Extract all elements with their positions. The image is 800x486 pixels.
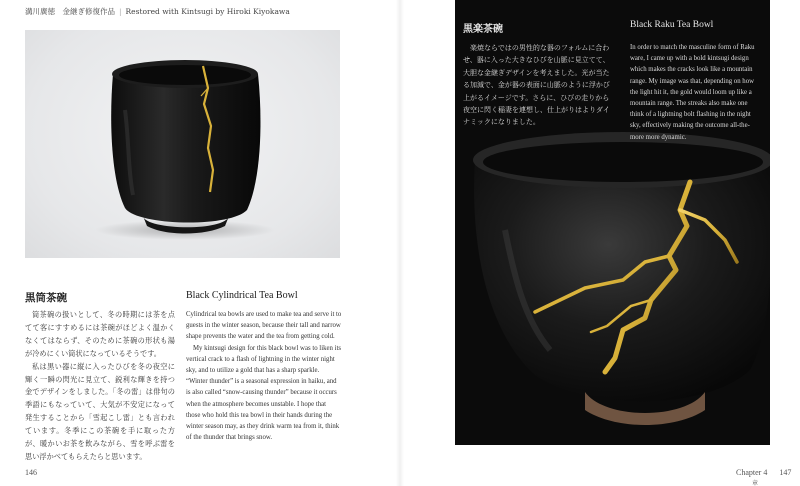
page-folio-right — [736, 468, 792, 486]
running-head-en: Restored with Kintsugi by Hiroki Kiyokawa — [125, 7, 290, 16]
body-paragraph-en-2: My kintsugi design for this black bowl was to liken its vertical crack to a flash of lightning in the winter night sky, and to utilize a gold that has a sharp sparkle. “Winter thunder” is a seasonal expression in haiku, and is also called “snow-causing thunder” because it occurs when the atmosphere becomes unstable. I hope that those who hold this tea bowl in their hands during the winter season may, as they drink warm tea from it, think of the thunder that brings snow. — [186, 344, 342, 442]
body-text-en-right — [630, 42, 760, 143]
running-head-separator: | — [119, 7, 122, 16]
body-paragraph-jp-1: 筒茶碗の扱いとして、冬の時期には茶を点てて客にすすめるには茶碗がほどよく温かくなくてはならず、そのために茶碗の形状も湯が冷めにくい筒状になっているそうです。 — [25, 310, 175, 358]
cylindrical-bowl-illustration — [25, 30, 340, 258]
body-paragraph-en-right: In order to match the masculine form of Raku ware, I came up with a bold kintsugi design which makes the cracks look like a mountain range. My image was that, depending on how the light hit it, the gold would loom up like a mountain range. The streaks also make one think of a lightning bolt flashing in the night sky, effectively making the outcome all-the-more more dynamic. — [630, 44, 755, 141]
body-paragraph-jp-2: 私は黒い器に縦に入ったひびを冬の夜空に輝く一瞬の閃光に見立て、鋭利な輝きを持つ金でデザインをしました。「冬の雷」は俳句の季語にもなっていて、大気が不安定になって発生することから「雪起こし雷」とも言われています。冬季にこの茶碗を手に取った方が、暖かいお茶を飲みながら、雪を呼ぶ雷を思い浮かべてもらえたらと思います。 — [25, 361, 175, 461]
page-number-left: 146 — [25, 468, 37, 477]
photo-black-cylindrical-bowl — [25, 30, 340, 258]
section-title-en-right: Black Raku Tea Bowl — [630, 20, 714, 30]
running-head-jp: 溝川廣徳 金継ぎ修復作品 — [25, 7, 115, 16]
body-paragraph-jp-right: 楽焼ならではの男性的な器のフォルムに合わせ、器に入った大きなひびを山脈に見立てて、大胆な金継ぎデザインを考えました。光が当たる加減で、金が器の表面に山脈のように浮かび上がるイメージです。さらに、ひびの走りから夜空に閃く稲妻を連想し、仕上がりはよりダイナミックになりました。 — [463, 44, 610, 127]
running-head — [25, 6, 290, 17]
book-gutter — [396, 0, 404, 486]
body-text-jp-left — [25, 309, 175, 464]
chapter-label: Chapter 4 — [736, 468, 768, 477]
section-title-en-left: Black Cylindrical Tea Bowl — [186, 290, 298, 301]
section-title-jp-left: 黒筒茶碗 — [25, 292, 67, 304]
page-number-right: 147 — [779, 468, 792, 477]
body-paragraph-en-1: Cylindrical tea bowls are used to make tea and serve it to guests in the winter season, because their tall and narrow shape prevents the water and the tea from getting cold. — [186, 311, 342, 341]
chapter-label-jp: 章 — [751, 481, 758, 486]
body-text-jp-right — [463, 42, 613, 129]
section-title-jp-right: 黒楽茶碗 — [463, 24, 503, 35]
body-text-en-left — [186, 309, 342, 443]
